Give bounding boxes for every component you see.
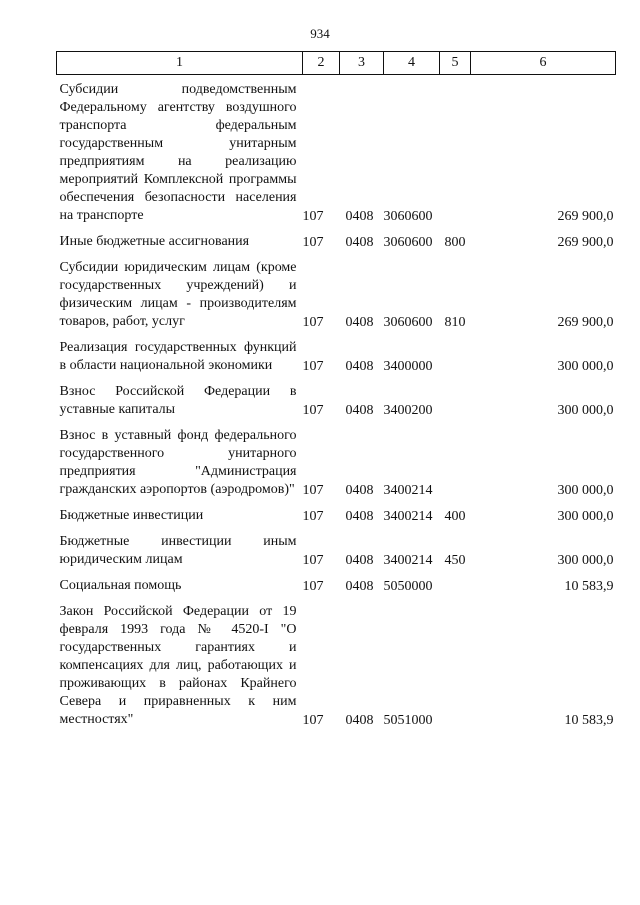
page-number: 934 (310, 26, 330, 41)
section-code: 0408 (345, 553, 374, 568)
table-row (57, 75, 616, 226)
item-name: Иные бюджетные ассигнования (59, 234, 250, 249)
table-row (57, 595, 616, 729)
amount: 300 000,0 (557, 509, 614, 524)
admin-code: 107 (302, 209, 324, 224)
table-row (57, 525, 616, 569)
target-code: 3060600 (383, 315, 433, 330)
amount: 10 583,9 (564, 579, 614, 594)
amount: 300 000,0 (557, 359, 614, 374)
header-col-5: 5 (440, 52, 471, 75)
admin-code: 107 (302, 359, 324, 374)
item-name: Бюджетные инвестиции иным юридическим лицам (59, 534, 297, 567)
item-name: Социальная помощь (59, 578, 182, 593)
target-code: 3400200 (383, 403, 433, 418)
section-code: 0408 (345, 359, 374, 374)
amount: 300 000,0 (557, 483, 614, 498)
expense-type-code: 450 (444, 553, 466, 568)
expense-type-code: 800 (444, 235, 466, 250)
table-header (57, 52, 616, 75)
budget-table (56, 51, 616, 729)
table-row (57, 499, 616, 525)
section-code: 0408 (345, 713, 374, 728)
expense-type-code (440, 569, 471, 595)
item-name: Взнос Российской Федерации в уставные капиталы (59, 384, 297, 417)
admin-code: 107 (302, 315, 324, 330)
admin-code: 107 (302, 579, 324, 594)
expense-type-code (440, 375, 471, 419)
table-body (57, 75, 616, 730)
table-row (57, 225, 616, 251)
admin-code: 107 (302, 713, 324, 728)
amount: 269 900,0 (557, 235, 614, 250)
expense-type-code (440, 331, 471, 375)
item-name: Закон Российской Федерации от 19 февраля 1993 года № 4520-I "О государственных гарантиях и компенсациях для лиц, работающих и проживающих в районах Крайнего Севера и приравненных к ним местностях" (59, 604, 297, 727)
item-name: Субсидии юридическим лицам (кроме государственных учреждений) и физическим лицам - производителям товаров, работ, услуг (59, 260, 297, 329)
target-code: 3400214 (383, 509, 433, 524)
item-name: Реализация государственных функций в области национальной экономики (59, 340, 297, 373)
table-row (57, 419, 616, 499)
amount: 10 583,9 (564, 713, 614, 728)
target-code: 3400214 (383, 553, 433, 568)
table-row (57, 251, 616, 331)
section-code: 0408 (345, 509, 374, 524)
amount: 269 900,0 (557, 315, 614, 330)
table-row (57, 331, 616, 375)
target-code: 3060600 (383, 235, 433, 250)
admin-code: 107 (302, 403, 324, 418)
item-name: Субсидии подведомственным Федеральному агентству воздушного транспорта федеральным государственным унитарным предприятиям на реализацию мероприятий Комплексной программы обеспечения безопасности населения на транспорте (59, 82, 297, 223)
section-code: 0408 (345, 483, 374, 498)
header-col-4: 4 (384, 52, 440, 75)
target-code: 3400000 (383, 359, 433, 374)
expense-type-code (440, 75, 471, 226)
expense-type-code (440, 595, 471, 729)
section-code: 0408 (345, 403, 374, 418)
header-row (57, 52, 616, 75)
header-col-2: 2 (303, 52, 340, 75)
admin-code: 107 (302, 235, 324, 250)
target-code: 3400214 (383, 483, 433, 498)
amount: 300 000,0 (557, 403, 614, 418)
table-row (57, 569, 616, 595)
amount: 269 900,0 (557, 209, 614, 224)
expense-type-code (440, 419, 471, 499)
item-name: Взнос в уставный фонд федерального государственного унитарного предприятия "Администрация гражданских аэропортов (аэродромов)" (59, 428, 297, 497)
table-row (57, 375, 616, 419)
expense-type-code: 400 (444, 509, 466, 524)
target-code: 5051000 (383, 713, 433, 728)
admin-code: 107 (302, 553, 324, 568)
target-code: 3060600 (383, 209, 433, 224)
item-name: Бюджетные инвестиции (59, 508, 204, 523)
admin-code: 107 (302, 483, 324, 498)
header-col-6: 6 (471, 52, 616, 75)
target-code: 5050000 (383, 579, 433, 594)
header-col-1: 1 (57, 52, 303, 75)
expense-type-code: 810 (444, 315, 466, 330)
amount: 300 000,0 (557, 553, 614, 568)
section-code: 0408 (345, 315, 374, 330)
admin-code: 107 (302, 509, 324, 524)
section-code: 0408 (345, 235, 374, 250)
header-col-3: 3 (340, 52, 384, 75)
section-code: 0408 (345, 209, 374, 224)
section-code: 0408 (345, 579, 374, 594)
